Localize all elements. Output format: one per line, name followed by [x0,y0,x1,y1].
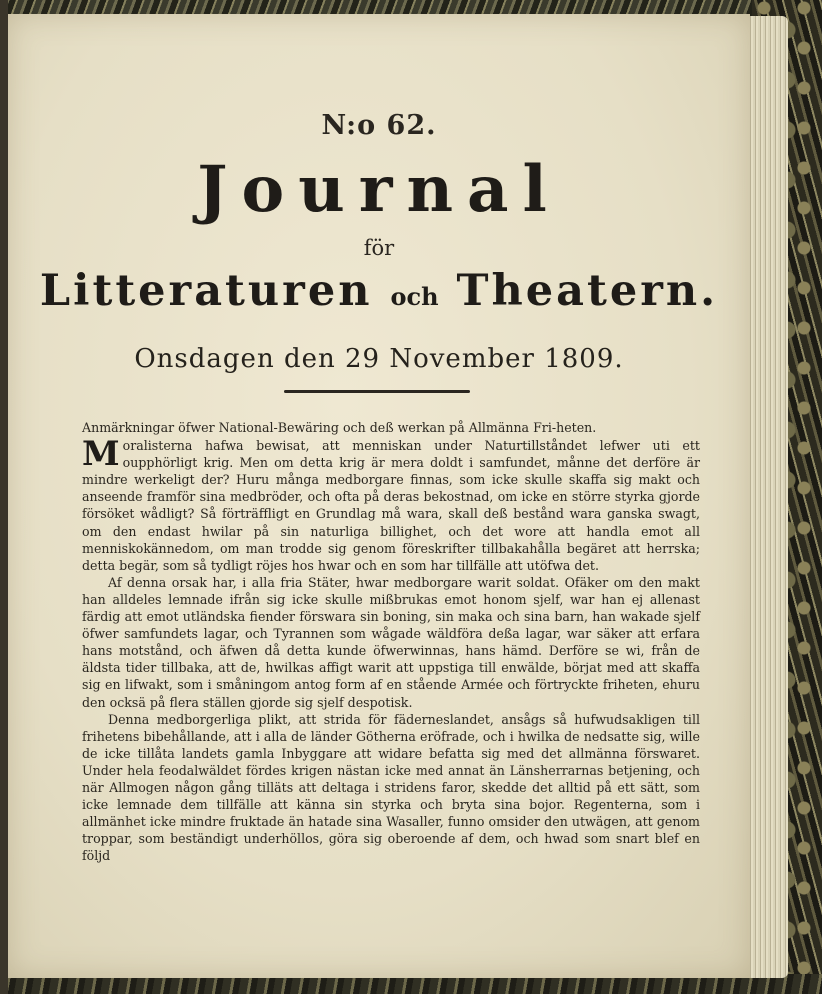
subtitle-theatern: Theatern. [456,266,719,316]
masthead-title: Journal [197,152,561,227]
article-heading: Anmärkningar öfwer National-Bewäring och deß werkan på Allmänna Fri-heten. [82,420,597,435]
subtitle-och: och [390,282,439,311]
article-paragraph: Denna medborgerliga plikt, att strida för fäderneslandet, ansågs så hufwudsakligen till frihetens bibehållande, att i alla de länder Götherna eröfrade, och i hwilka de nedsatte sig, wille de icke tillåta landets gamla Inbyggare att widare befatta sig med det allmänna förswaret. Under hela feodalwäldet fördes krigen nästan icke med annat än Länsherrarnas betjening, och när Allmogen någon gång tilläts att deltaga i stridens faror, skedde det alltid på ett sätt, som icke lemnade dem tillfälle att känna sin styrka och bryta sina bojor. Regenterna, som i allmänhet icke mindre fruktade än hatade sina Wasaller, funno omsider den utwägen, att genom troppar, som beständigt underhöllos, göra sig oberoende af dem, och hwad som snart blef en följd [82,711,700,864]
masthead-subtitle [8,266,750,316]
article [82,419,700,864]
drop-cap: M [82,434,120,475]
article-paragraph: Af denna orsak har, i alla fria Stäter, hwar medborgare warit soldat. Ofäker om den makt han alldeles lemnade ifrån sig icke skulle mißbrukas emot honom sjelf, war han ej allenast färdig att emot utländska fiender förswara sin boning, sin maka och sina barn, han wakade sjelf öfwer samfundets lagar, och Tyrannen som wågade wäldföra deßa lagar, war säker att erfara hans motstånd, och äfwen då detta kunde öfwerwinnas, hans hämd. Derföre se wi, från de äldsta tider tillbaka, att de, hwilkas affigt warit att uppstiga till enwälde, börjat med att skaffa sig en lifwakt, som i småningom antog form af en stående Armée och förtryckte friheten, ehuru den ocksä på flera ställen gjorde sig sjelf despotisk. [82,574,700,710]
journal-page [8,14,750,978]
article-paragraph [82,434,700,574]
subtitle-litteraturen: Litteraturen [39,266,373,316]
masthead-for: för [363,236,395,260]
dateline: Onsdagen den 29 November 1809. [134,344,624,374]
ornamental-rule [284,390,470,393]
paragraph-text: oralisterna hafwa bewisat, att menniskan under Naturtillståndet lefwer uti ett oupphörligt krig. Men om detta krig är mera doldt i samfundet, månne det derföre är mindre werkeligt der? Huru många medborgare finnas, som icke skulle skaffa sig makt och anseende framför sina medbröder, och ofta på deras bekostnad, om icke en större styrka gjorde försöket wådligt? Så förträffligt en Grundlag må wara, skall deß bestånd wara ganska swagt, om den endast hwilar på sin naturliga billighet, och det wore att handla emot all menniskokännedom, om man trodde sig genom föreskrifter tillbakahålla begäret att herrska; detta begär, som så tydligt röjes hos hwar och en som har tillfälle att utöfwa det. [82,438,700,573]
issue-number: N:o 62. [321,110,437,141]
spine-shadow [0,0,8,994]
